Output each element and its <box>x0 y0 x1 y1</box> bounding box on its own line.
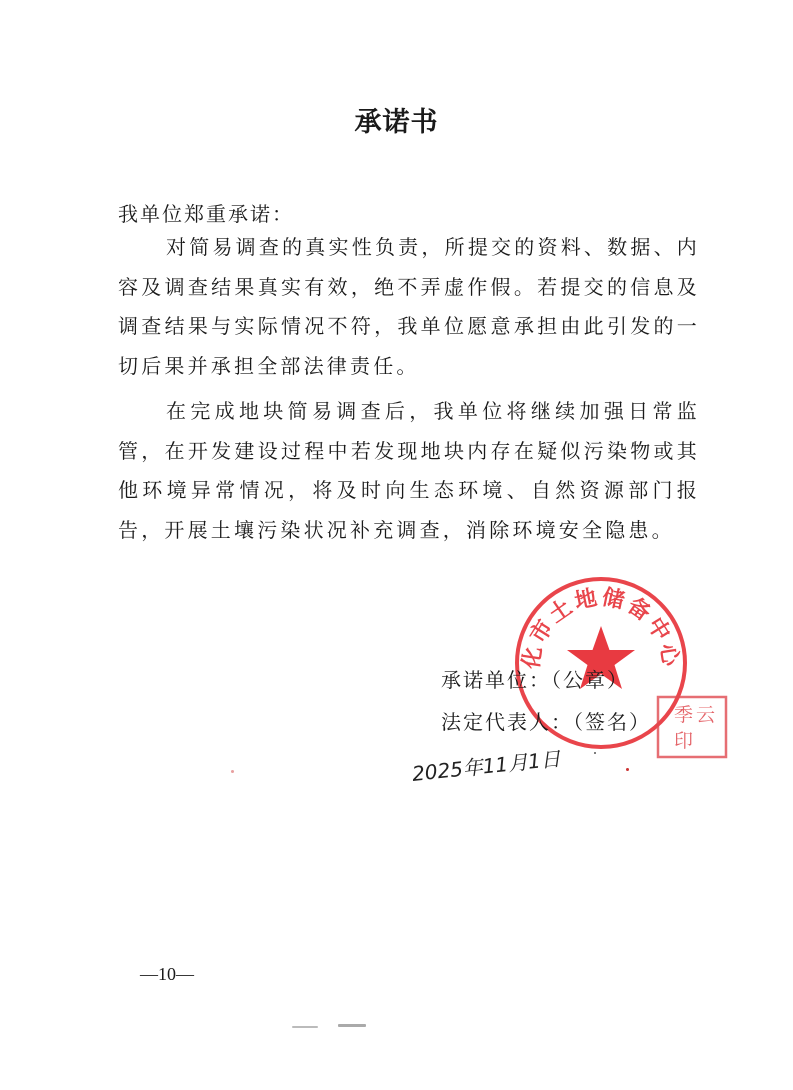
svg-text:云 <box>696 704 715 726</box>
signature-unit-label: 承诺单位：（公章） <box>441 668 629 692</box>
scan-speck <box>338 1024 366 1027</box>
seal-text: 化市土地储备中心 <box>519 585 683 671</box>
signature-representative-label: 法定代表人：（签名） <box>441 710 651 734</box>
paragraph-commitment: 对简易调查的真实性负责，所提交的资料、数据、内容及调查结果真实有效，绝不弄虚作假。若提交的信息及调查结果与实际情况不符，我单位愿意承担由此引发的一切后果并承担全部法律责任。 <box>118 235 700 378</box>
stamp-char-3: 印 <box>674 730 694 752</box>
scan-speck <box>594 752 596 754</box>
stamp-char-1: 季 <box>674 704 694 726</box>
scan-speck <box>231 770 234 773</box>
greeting-line: 我单位郑重承诺： <box>118 202 294 226</box>
svg-text:印 <box>674 730 693 752</box>
stamp-char-2: 云 <box>696 704 716 726</box>
svg-text:季 <box>674 704 693 726</box>
document-title: 承诺书 <box>354 107 439 138</box>
name-stamp <box>656 695 728 759</box>
page-number: —10— <box>140 964 194 984</box>
handwritten-date: 2025年11月1日 <box>410 746 562 786</box>
scan-speck <box>292 1026 318 1028</box>
scan-speck <box>626 768 629 771</box>
paragraph-supervision: 在完成地块简易调查后，我单位将继续加强日常监管，在开发建设过程中若发现地块内存在疑似污染物或其他环境异常情况，将及时向生态环境、自然资源部门报告，开展土壤污染状况补充调查，消除环境安全隐患。 <box>118 399 700 542</box>
